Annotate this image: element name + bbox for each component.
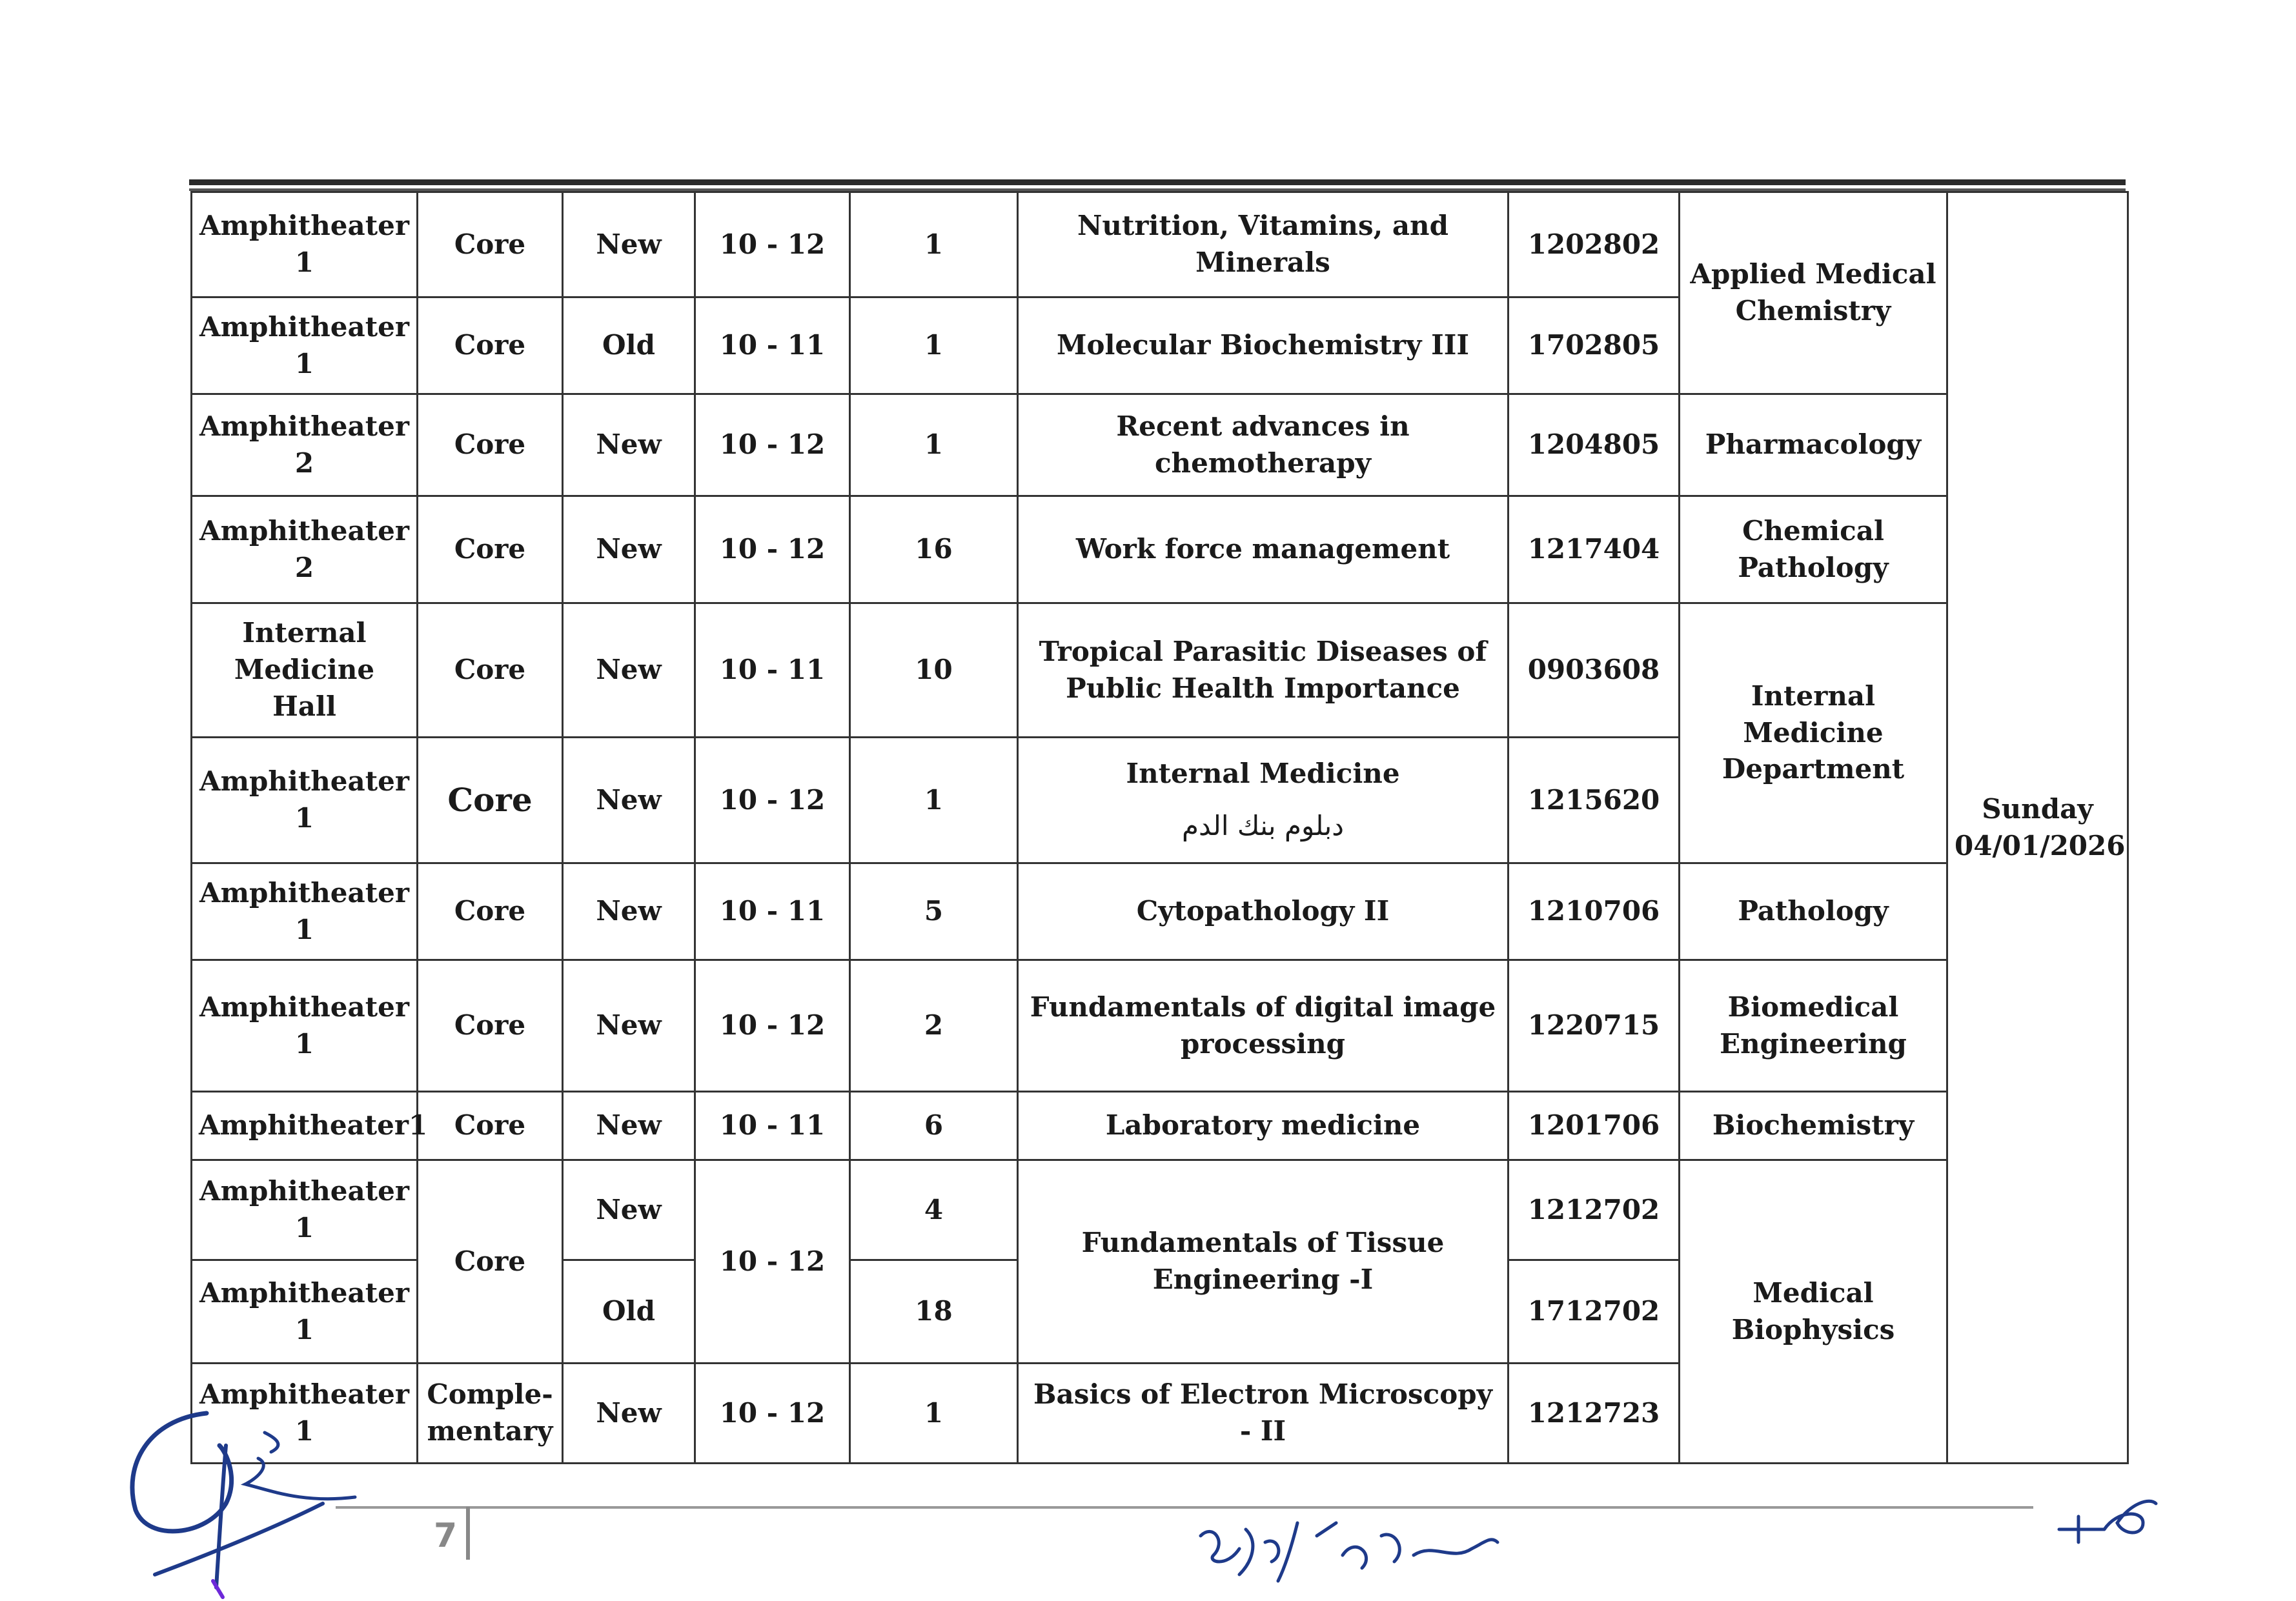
page-number-divider — [466, 1507, 470, 1560]
students-cell: 2 — [850, 960, 1018, 1092]
students-cell: 6 — [850, 1092, 1018, 1160]
course-name-cell — [1018, 738, 1509, 863]
signature-right — [2046, 1484, 2162, 1549]
course-type-cell: Core — [418, 1160, 563, 1364]
course-type-cell: Comple-mentary — [418, 1364, 563, 1464]
department-cell: Biomedical Engineering — [1680, 960, 1947, 1092]
course-code-cell: 1217404 — [1509, 496, 1680, 603]
department-cell: Biochemistry — [1680, 1092, 1947, 1160]
time-cell: 10 - 12 — [695, 394, 850, 496]
top-double-rule — [189, 179, 2126, 185]
day-cell — [1947, 192, 2128, 1464]
table-row — [192, 496, 2128, 603]
table-row — [192, 603, 2128, 738]
students-cell: 1 — [850, 297, 1018, 394]
students-cell: 10 — [850, 603, 1018, 738]
status-cell: New — [563, 960, 695, 1092]
location-cell: Amphitheater 1 — [192, 863, 418, 960]
department-cell: Pathology — [1680, 863, 1947, 960]
course-type-cell: Core — [418, 394, 563, 496]
location-cell: Amphitheater 2 — [192, 394, 418, 496]
time-cell: 10 - 11 — [695, 1092, 850, 1160]
location-cell: Amphitheater 1 — [192, 738, 418, 863]
course-code-cell: 1215620 — [1509, 738, 1680, 863]
location-cell: Amphitheater 1 — [192, 192, 418, 297]
department-cell: Medical Biophysics — [1680, 1160, 1947, 1464]
course-name-cell: Cytopathology II — [1018, 863, 1509, 960]
course-type-cell: Core — [418, 960, 563, 1092]
status-cell: New — [563, 738, 695, 863]
course-code-cell: 1702805 — [1509, 297, 1680, 394]
footer-rule — [336, 1506, 2033, 1509]
day-date: 04/01/2026 — [1955, 829, 2126, 861]
students-cell: 5 — [850, 863, 1018, 960]
status-cell: New — [563, 1364, 695, 1464]
course-name-cell: Tropical Parasitic Diseases of Public Health Importance — [1018, 603, 1509, 738]
course-name-cell: Fundamentals of digital image processing — [1018, 960, 1509, 1092]
status-cell: New — [563, 1160, 695, 1260]
course-type-cell: Core — [418, 297, 563, 394]
location-cell: Amphitheater 1 — [192, 1364, 418, 1464]
course-type-cell: Core — [418, 496, 563, 603]
department-cell: Pharmacology — [1680, 394, 1947, 496]
status-cell: New — [563, 496, 695, 603]
students-cell: 18 — [850, 1260, 1018, 1364]
course-type-cell: Core — [418, 863, 563, 960]
location-cell: Amphitheater 2 — [192, 496, 418, 603]
course-code-cell: 1712702 — [1509, 1260, 1680, 1364]
exam-schedule-table — [190, 191, 2129, 1464]
location-cell: Amphitheater1 — [192, 1092, 418, 1160]
signature-left — [110, 1407, 381, 1600]
course-code-cell: 0903608 — [1509, 603, 1680, 738]
status-cell: Old — [563, 1260, 695, 1364]
course-type-cell: Core — [418, 1092, 563, 1160]
course-name-cell: Work force management — [1018, 496, 1509, 603]
course-code-cell: 1212702 — [1509, 1160, 1680, 1260]
status-cell: New — [563, 603, 695, 738]
location-cell: Internal Medicine Hall — [192, 603, 418, 738]
status-cell: Old — [563, 297, 695, 394]
time-cell: 10 - 12 — [695, 496, 850, 603]
students-cell: 1 — [850, 738, 1018, 863]
time-cell: 10 - 12 — [695, 960, 850, 1092]
students-cell: 16 — [850, 496, 1018, 603]
status-cell: New — [563, 863, 695, 960]
course-type-cell: Core — [418, 603, 563, 738]
location-cell: Amphitheater 1 — [192, 960, 418, 1092]
course-name: Internal Medicine — [1126, 758, 1400, 790]
table-row — [192, 1160, 2128, 1260]
course-code-cell: 1202802 — [1509, 192, 1680, 297]
course-code-cell: 1212723 — [1509, 1364, 1680, 1464]
students-cell: 1 — [850, 394, 1018, 496]
time-cell: 10 - 12 — [695, 1160, 850, 1364]
department-cell: Applied Medical Chemistry — [1680, 192, 1947, 394]
course-type-cell: Core — [418, 192, 563, 297]
table-row — [192, 1092, 2128, 1160]
time-cell: 10 - 12 — [695, 738, 850, 863]
time-cell: 10 - 12 — [695, 192, 850, 297]
time-cell: 10 - 11 — [695, 603, 850, 738]
course-code-cell: 1210706 — [1509, 863, 1680, 960]
course-code-cell: 1220715 — [1509, 960, 1680, 1092]
course-code-cell: 1201706 — [1509, 1092, 1680, 1160]
course-name-arabic: دبلوم بنك الدم — [1182, 810, 1344, 841]
students-cell: 4 — [850, 1160, 1018, 1260]
location-cell: Amphitheater 1 — [192, 1260, 418, 1364]
table-row — [192, 960, 2128, 1092]
department-cell: Internal Medicine Department — [1680, 603, 1947, 863]
course-type-cell: Core — [418, 738, 563, 863]
department-cell: Chemical Pathology — [1680, 496, 1947, 603]
course-name-cell: Fundamentals of Tissue Engineering -I — [1018, 1160, 1509, 1364]
course-name-cell: Molecular Biochemistry III — [1018, 297, 1509, 394]
course-name-cell: Basics of Electron Microscopy - II — [1018, 1364, 1509, 1464]
table-row — [192, 863, 2128, 960]
course-name-cell: Recent advances in chemotherapy — [1018, 394, 1509, 496]
table-row — [192, 394, 2128, 496]
time-cell: 10 - 11 — [695, 863, 850, 960]
students-cell: 1 — [850, 192, 1018, 297]
day-name: Sunday — [1982, 792, 2093, 825]
table-row — [192, 192, 2128, 297]
handwritten-note — [1188, 1497, 1510, 1594]
status-cell: New — [563, 394, 695, 496]
status-cell: New — [563, 1092, 695, 1160]
course-name-cell: Laboratory medicine — [1018, 1092, 1509, 1160]
time-cell: 10 - 12 — [695, 1364, 850, 1464]
location-cell: Amphitheater 1 — [192, 297, 418, 394]
time-cell: 10 - 11 — [695, 297, 850, 394]
course-name-cell: Nutrition, Vitamins, and Minerals — [1018, 192, 1509, 297]
course-code-cell: 1204805 — [1509, 394, 1680, 496]
students-cell: 1 — [850, 1364, 1018, 1464]
location-cell: Amphitheater 1 — [192, 1160, 418, 1260]
status-cell: New — [563, 192, 695, 297]
page-number: 7 — [434, 1516, 458, 1555]
